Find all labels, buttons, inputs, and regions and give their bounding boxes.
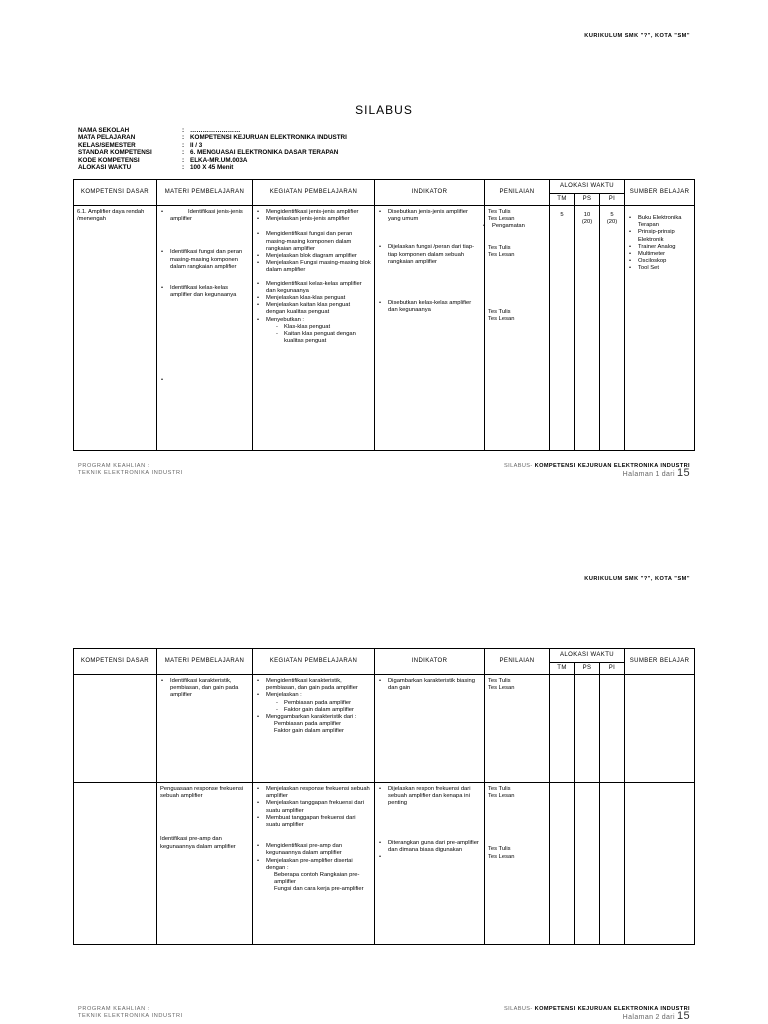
- kd-cell: [74, 675, 157, 783]
- kd-cell: [74, 206, 157, 451]
- sumber-cell: [625, 675, 695, 783]
- kegiatan-cell: [253, 206, 375, 451]
- identity-value: 100 X 45 Menit: [190, 164, 234, 172]
- materi-item: Identifikasi pre-amp dan kegunaannya dalam amplifier: [160, 836, 236, 850]
- col-header-penilaian: PENILAIAN: [485, 180, 550, 206]
- penilaian-item: Tes Tulis: [488, 244, 511, 251]
- ps-value: 10: [583, 212, 591, 218]
- sub-line: Pembiasan pada amplifier: [274, 721, 342, 728]
- list-item: • Membuat tanggapan frekuensi dari suatu amplifier: [256, 815, 371, 829]
- list-item: • Buku Elektronika Terapan: [628, 215, 691, 229]
- penilaian-item: Tes Tulis: [488, 846, 511, 853]
- list-item: • Tool Set: [628, 265, 691, 272]
- indikator-cell: [375, 675, 485, 783]
- col-header-pi: PI: [600, 194, 625, 206]
- penilaian-item: Tes Tulis: [488, 786, 511, 792]
- list-item: • Osciloskop: [628, 258, 691, 265]
- col-header-materi: MATERI PEMBELAJARAN: [157, 180, 253, 206]
- page-number: 1: [655, 470, 660, 478]
- penilaian-item: Tes Lesan: [488, 316, 515, 323]
- identity-label: KELAS/SEMESTER: [78, 141, 136, 149]
- indikator-cell: [375, 783, 485, 945]
- penilaian-cell: [485, 675, 550, 783]
- penilaian-item: Tes Tulis: [488, 309, 511, 316]
- penilaian-item: Tes Lesan: [488, 685, 515, 692]
- list-item: • Mengidentifikasi fungsi dan peran masing-masing komponen dalam rangkaian amplifier: [256, 231, 371, 253]
- list-item: • Mengidentifikasi jenis-jenis amplifier: [256, 209, 371, 216]
- sumber-cell: [625, 206, 695, 451]
- penilaian-item: Tes Tulis: [488, 678, 511, 684]
- page-2: [0, 512, 768, 1024]
- identity-row: MATA PELAJARAN : KOMPETENSI KEJURUAN ELEKTRONIKA INDUSTRI: [78, 134, 347, 142]
- list-item: • Identifikasi fungsi dan peran masing-masing komponen dalam rangkaian amplifier: [160, 249, 249, 271]
- identity-block: [78, 127, 347, 171]
- col-header-pi: PI: [600, 663, 625, 675]
- footer-program-label: PROGRAM KEAHLIAN :: [78, 1006, 151, 1012]
- sub-list-item: - Klas-klas penguat: [276, 324, 371, 331]
- materi-cell: [157, 675, 253, 783]
- footer-title: KOMPETENSI KEJURUAN ELEKTRONIKA INDUSTRI: [534, 463, 690, 469]
- list-item: • Dijelaskan respon frekuensi dari sebuah amplifier dan kenapa ini penting: [378, 786, 481, 808]
- sub-list-item: - Kaitan klas penguat dengan kualitas penguat: [276, 331, 371, 345]
- indikator-cell: [375, 206, 485, 451]
- table-row: [74, 206, 695, 451]
- footer-prefix: SILABUS-: [503, 1006, 533, 1012]
- pi-cell: [600, 675, 625, 783]
- col-header-tm: TM: [550, 663, 575, 675]
- footer-program: [78, 1006, 183, 1020]
- penilaian-cell: [485, 206, 550, 451]
- penilaian-item: • Pengamatan: [482, 223, 546, 230]
- footer-program-label: PROGRAM KEAHLIAN :: [78, 463, 151, 469]
- identity-value: KOMPETENSI KEJURUAN ELEKTRONIKA INDUSTRI: [190, 134, 347, 142]
- sub-list-item: - Faktor gain dalam amplifier: [276, 707, 371, 714]
- syllabus-table-page-2: [73, 648, 695, 945]
- penilaian-item: Tes Lesan: [488, 853, 515, 860]
- pi-value: 5: [610, 212, 614, 218]
- col-header-kd: KOMPETENSI DASAR: [74, 180, 157, 206]
- kegiatan-cell: [253, 783, 375, 945]
- identity-row: NAMA SEKOLAH : ……………………: [78, 127, 241, 134]
- sub-line: Fungsi dan cara kerja pre-amplifier: [274, 886, 364, 893]
- penilaian-item: Tes Tulis: [488, 209, 511, 215]
- sub-line: Faktor gain dalam amplifier: [274, 728, 344, 735]
- identity-label: NAMA SEKOLAH: [78, 127, 130, 134]
- ps-cell: [575, 675, 600, 783]
- curriculum-header: KURIKULUM SMK "?", KOTA "SM": [584, 33, 690, 39]
- page-number: 2: [655, 1013, 660, 1021]
- syllabus-table-page-1: [73, 179, 695, 451]
- list-item: • Menjelaskan jenis-jenis amplifier: [256, 216, 371, 223]
- identity-row: KELAS/SEMESTER : II / 3: [78, 141, 203, 149]
- identity-label: KODE KOMPETENSI: [78, 156, 140, 164]
- identity-label: ALOKASI WAKTU: [78, 164, 132, 172]
- tm-value: 5: [560, 212, 564, 218]
- col-header-indikator: INDIKATOR: [375, 180, 485, 206]
- ps-sub-value: (20): [581, 219, 593, 226]
- footer-dari: dari: [661, 1013, 675, 1021]
- curriculum-header: KURIKULUM SMK "?", KOTA "SM": [584, 576, 690, 582]
- col-header-tm: TM: [550, 194, 575, 206]
- list-item: • Menjelaskan kaitan klas penguat dengan kualitas penguat: [256, 302, 371, 316]
- list-item: • Prinsip-prinsip Elektronik: [628, 229, 691, 243]
- list-item: • Identifikasi karakteristik, pembiasan, dan gain pada amplifier: [160, 678, 249, 700]
- list-item: • Digambarkan karakteristik biasing dan gain: [378, 678, 481, 692]
- penilaian-item: Tes Lesan: [488, 216, 515, 223]
- footer-program: [78, 463, 183, 477]
- list-item: • Mengidentifikasi pre-amp dan kegunaannya dalam amplifier: [256, 843, 371, 857]
- sumber-cell: [625, 783, 695, 945]
- list-item: • Disebutkan jenis-jenis amplifier yang umum: [378, 209, 481, 223]
- col-header-penilaian: PENILAIAN: [485, 649, 550, 675]
- identity-value: II / 3: [190, 141, 203, 149]
- list-item: • Menggambarkan karakteristik dari : Pembiasan pada amplifier Faktor gain dalam amplifier: [256, 714, 371, 736]
- list-item: • Multimeter: [628, 251, 691, 258]
- identity-label: STANDAR KOMPETENSI: [78, 149, 152, 157]
- identity-row: ALOKASI WAKTU : 100 X 45 Menit: [78, 164, 234, 172]
- list-item: • Mengidentifikasi karakteristik, pembiasan, dan gain pada amplifier: [256, 678, 371, 692]
- footer-silabus: [504, 463, 690, 479]
- col-header-kegiatan: KEGIATAN PEMBELAJARAN: [253, 180, 375, 206]
- col-header-sumber: SUMBER BELAJAR: [625, 649, 695, 675]
- page-total: 15: [676, 466, 690, 479]
- footer-halaman: Halaman: [622, 470, 654, 478]
- footer-halaman: Halaman: [622, 1013, 654, 1021]
- footer-silabus: [504, 1006, 690, 1022]
- page-total: 15: [676, 1009, 690, 1022]
- col-header-kd: KOMPETENSI DASAR: [74, 649, 157, 675]
- identity-label: MATA PELAJARAN: [78, 134, 136, 142]
- col-header-alokasi: ALOKASI WAKTU: [550, 180, 625, 194]
- footer-dari: dari: [661, 470, 675, 478]
- pi-cell: [600, 783, 625, 945]
- identity-row: STANDAR KOMPETENSI : 6. MENGUASAI ELEKTRONIKA DASAR TERAPAN: [78, 149, 339, 157]
- materi-item: Penguasaan response frekuensi sebuah amplifier: [160, 786, 244, 800]
- footer-program-value: TEKNIK ELEKTRONIKA INDUSTRI: [78, 469, 183, 476]
- col-header-indikator: INDIKATOR: [375, 649, 485, 675]
- materi-cell: [157, 206, 253, 451]
- materi-cell: [157, 783, 253, 945]
- col-header-alokasi: ALOKASI WAKTU: [550, 649, 625, 663]
- identity-value: 6. MENGUASAI ELEKTRONIKA DASAR TERAPAN: [190, 149, 339, 157]
- list-item: • Identifikasi kelas-kelas amplifier dan kegunaanya: [160, 285, 249, 299]
- table-row: [74, 783, 695, 945]
- list-item: • Diterangkan guna dari pre-amplifier dan dimana biasa digunakan: [378, 840, 481, 854]
- page-title: SILABUS: [355, 103, 413, 117]
- col-header-materi: MATERI PEMBELAJARAN: [157, 649, 253, 675]
- tm-cell: [550, 675, 575, 783]
- col-header-sumber: SUMBER BELAJAR: [625, 180, 695, 206]
- penilaian-item: Tes Lesan: [488, 251, 515, 258]
- table-row: [74, 675, 695, 783]
- list-item: • Identifikasi jenis-jenis amplifier: [160, 209, 249, 223]
- list-item: • Menjelaskan pre-amplifier disertai dengan : Beberapa contoh Rangkaian pre-amplifier Fungsi dan cara kerja pre-amplifier: [256, 858, 371, 894]
- list-item: • Mengidentifikasi kelas-kelas amplifier dan kegunaanya: [256, 281, 371, 295]
- ps-cell: [575, 206, 600, 451]
- list-item: • Menyebutkan : - Klas-klas penguat - Kaitan klas penguat dengan kualitas penguat: [256, 317, 371, 346]
- identity-value: ELKA-MR.UM.003A: [190, 156, 248, 164]
- footer-program-value: TEKNIK ELEKTRONIKA INDUSTRI: [78, 1012, 183, 1019]
- identity-row: KODE KOMPETENSI : ELKA-MR.UM.003A: [78, 156, 248, 164]
- tm-cell: [550, 206, 575, 451]
- col-header-kegiatan: KEGIATAN PEMBELAJARAN: [253, 649, 375, 675]
- list-item: • Disebutkan kelas-kelas amplifier dan kegunaanya: [378, 300, 481, 314]
- kegiatan-cell: [253, 675, 375, 783]
- list-item: • Dijelaskan fungsi /peran dari tiap-tiap komponen dalam sebuah rangkaian amplifier: [378, 244, 481, 266]
- ps-cell: [575, 783, 600, 945]
- penilaian-item: Tes Lesan: [488, 793, 515, 800]
- pi-sub-value: (20): [606, 219, 618, 226]
- col-header-ps: PS: [575, 663, 600, 675]
- sub-list-item: - Pembiasan pada amplifier: [276, 700, 371, 707]
- list-item: • Menjelaskan klas-klas penguat: [256, 295, 371, 302]
- sub-line: Beberapa contoh Rangkaian pre-amplifier: [274, 872, 360, 886]
- kd-cell: [74, 783, 157, 945]
- pi-cell: [600, 206, 625, 451]
- kd-text: 6.1. Amplifier daya rendah /menengah: [77, 209, 145, 223]
- footer-prefix: SILABUS-: [503, 463, 533, 469]
- col-header-ps: PS: [575, 194, 600, 206]
- list-item: • Menjelaskan response frekuensi sebuah amplifier: [256, 786, 371, 800]
- identity-value: ……………………: [190, 127, 241, 134]
- list-item: • Menjelaskan Fungsi masing-masing blok dalam amplifier: [256, 260, 371, 274]
- list-item: • Menjelaskan : - Pembiasan pada amplifier - Faktor gain dalam amplifier: [256, 692, 371, 714]
- penilaian-cell: [485, 783, 550, 945]
- list-item: • Menjelaskan tanggapan frekuensi dari suatu amplifier: [256, 800, 371, 814]
- list-item: • Menjelaskan blok diagram amplifier: [256, 253, 371, 260]
- list-item: • Trainer Analog: [628, 244, 691, 251]
- tm-cell: [550, 783, 575, 945]
- footer-title: KOMPETENSI KEJURUAN ELEKTRONIKA INDUSTRI: [534, 1006, 690, 1012]
